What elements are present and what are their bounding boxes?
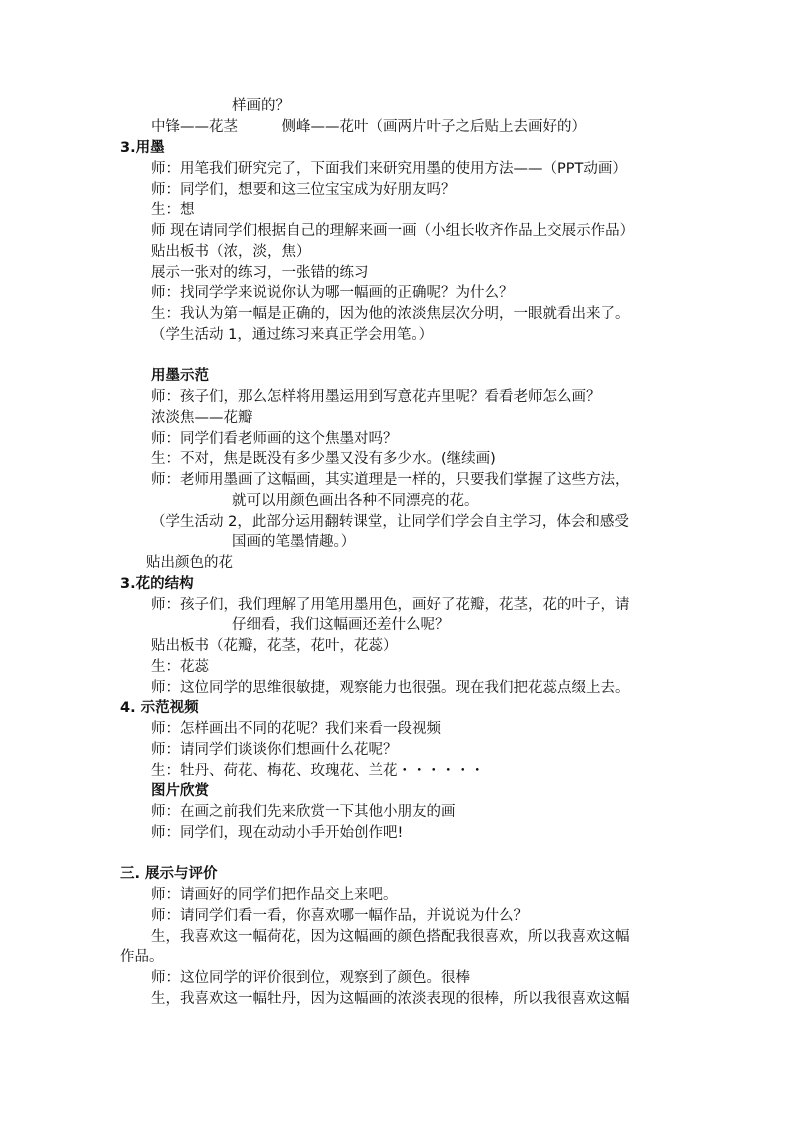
text-line: 师 现在请同学们根据自己的理解来画一画（小组长收齐作品上交展示作品） (151, 223, 635, 239)
text-line: 作品。 (120, 949, 164, 965)
text-line: 生：我认为第一幅是正确的，因为他的浓淡焦层次分明，一眼就看出来了。 (151, 306, 630, 322)
text-line: 生：花蕊 (151, 659, 209, 675)
text-line: 就可以用颜色画出各种不同漂亮的花。 (232, 493, 479, 509)
text-line: （学生活动 1，通过练习来真正学会用笔。） (151, 327, 434, 343)
section-heading: 4. 示范视频 (120, 700, 199, 716)
text-line: 师：孩子们，那么怎样将用墨运用到写意花卉里呢？看看老师怎么画？ (151, 389, 601, 405)
text-line: 师：这位同学的评价很到位，观察到了颜色。很棒 (151, 970, 470, 986)
text-line: 生：不对，焦是既没有多少墨又没有多少水。(继续画) (151, 451, 496, 467)
text-line: 师：孩子们，我们理解了用笔用墨用色，画好了花瓣，花茎，花的叶子，请 (151, 597, 630, 613)
text-line: 师：同学们看老师画的这个焦墨对吗？ (151, 431, 398, 447)
text-line: 贴出板书（花瓣，花茎，花叶，花蕊） (151, 638, 398, 654)
text-line: 师：同学们，想要和这三位宝宝成为好朋友吗？ (151, 182, 456, 198)
text-line: 贴出板书（浓，淡，焦） (151, 244, 311, 260)
text-line: 贴出颜色的花 (146, 555, 233, 571)
text-line: 师：请同学们看一看，你喜欢哪一幅作品，并说说为什么？ (151, 908, 528, 924)
subsection-heading: 用墨示范 (151, 368, 209, 384)
text-line: 生：牡丹、荷花、梅花、玫瑰花、兰花・・・・・・ (151, 763, 485, 779)
text-line: 生，我喜欢这一幅牡丹，因为这幅画的浓淡表现的很棒，所以我很喜欢这幅 (151, 991, 630, 1007)
text-line: （学生活动 2，此部分运用翻转课堂，让同学们学会自主学习，体会和感受 (151, 514, 629, 530)
text-line: 师：老师用墨画了这幅画，其实道理是一样的，只要我们掌握了这些方法， (151, 472, 630, 488)
text-line: 师：请同学们谈谈你们想画什么花呢？ (151, 742, 398, 758)
section-heading: 3.用墨 (120, 140, 165, 156)
subsection-heading: 图片欣赏 (151, 783, 209, 799)
text-line: 师：怎样画出不同的花呢？我们来看一段视频 (151, 721, 441, 737)
text-line: 中锋——花茎 侧峰——花叶（画两片叶子之后贴上去画好的） (151, 119, 586, 135)
text-line: 师：在画之前我们先来欣赏一下其他小朋友的画 (151, 804, 456, 820)
text-line: 浓淡焦——花瓣 (151, 410, 253, 426)
text-line: 国画的笔墨情趣。） (232, 534, 356, 550)
text-line: 师：同学们，现在动动小手开始创作吧! (151, 825, 404, 841)
section-heading: 3.花的结构 (120, 576, 194, 592)
text-line: 生，我喜欢这一幅荷花，因为这幅画的颜色搭配我很喜欢，所以我喜欢这幅 (151, 929, 630, 945)
text-line: 师：用笔我们研究完了，下面我们来研究用墨的使用方法——（PPT动画） (151, 161, 627, 177)
text-line: 师：找同学学来说说你认为哪一幅画的正确呢？为什么？ (151, 285, 514, 301)
text-line: 师：请画好的同学们把作品交上来吧。 (151, 887, 398, 903)
text-line: 生：想 (151, 202, 195, 218)
text-line: 展示一张对的练习，一张错的练习 (151, 265, 369, 281)
text-line: 仔细看，我们这幅画还差什么呢？ (232, 617, 450, 633)
text-line: 师：这位同学的思维很敏捷，观察能力也很强。现在我们把花蕊点缀上去。 (151, 680, 630, 696)
section-heading: 三. 展示与评价 (120, 866, 218, 882)
text-line: 样画的？ (232, 98, 290, 114)
